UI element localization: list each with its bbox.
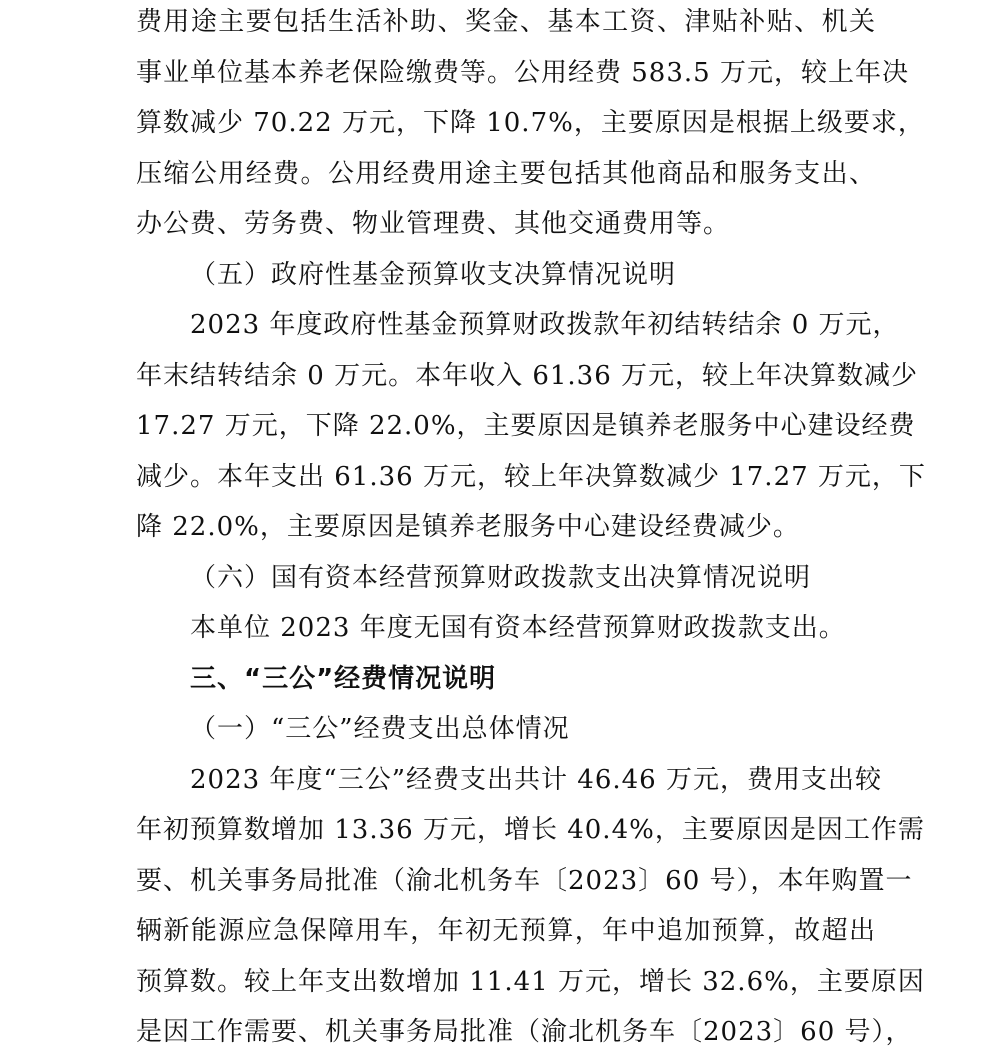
paragraph-line: 本单位 2023 年度无国有资本经营预算财政拨款支出。 xyxy=(190,613,846,643)
paragraph-line: 算数减少 70.22 万元，下降 10.7%，主要原因是根据上级要求， xyxy=(136,108,925,138)
paragraph-line: 年末结转结余 0 万元。本年收入 61.36 万元，较上年决算数减少 xyxy=(136,360,919,391)
paragraph-line: 预算数。较上年支出数增加 11.41 万元，增长 32.6%，主要原因 xyxy=(136,966,925,997)
paragraph-line: 要、机关事务局批准（渝北机务车〔2023〕60 号），本年购置一 xyxy=(136,865,913,896)
section-heading-6: （六）国有资本经营预算财政拨款支出决算情况说明 xyxy=(190,562,812,593)
paragraph-line: 2023 年度“三公”经费支出共计 46.46 万元，费用支出较 xyxy=(190,764,882,795)
paragraph-line: 辆新能源应急保障用车，年初无预算，年中追加预算，故超出 xyxy=(136,916,876,946)
section-heading-5: （五）政府性基金预算收支决算情况说明 xyxy=(190,259,677,290)
document-body xyxy=(136,0,926,1061)
section-heading-3: 三、“三公”经费情况说明 xyxy=(190,663,497,694)
paragraph-line: 降 22.0%，主要原因是镇养老服务中心建设经费减少。 xyxy=(136,512,800,542)
paragraph-line: 年初预算数增加 13.36 万元，增长 40.4%，主要原因是因工作需 xyxy=(136,815,925,845)
paragraph-line: 费用途主要包括生活补助、奖金、基本工资、津贴补贴、机关 xyxy=(136,7,876,37)
paragraph-line: 2023 年度政府性基金预算财政拨款年初结转结余 0 万元， xyxy=(190,310,900,340)
paragraph-line: 是因工作需要、机关事务局批准（渝北机务车〔2023〕60 号）， xyxy=(136,1017,913,1047)
paragraph-line: 17.27 万元，下降 22.0%，主要原因是镇养老服务中心建设经费 xyxy=(136,411,916,441)
paragraph-line: 事业单位基本养老保险缴费等。公用经费 583.5 万元，较上年决 xyxy=(136,57,909,88)
section-heading-3-1: （一）“三公”经费支出总体情况 xyxy=(190,714,570,744)
paragraph-line: 办公费、劳务费、物业管理费、其他交通费用等。 xyxy=(136,209,731,239)
paragraph-line: 减少。本年支出 61.36 万元，较上年决算数减少 17.27 万元，下 xyxy=(136,461,926,492)
paragraph-line: 压缩公用经费。公用经费用途主要包括其他商品和服务支出、 xyxy=(136,158,876,189)
